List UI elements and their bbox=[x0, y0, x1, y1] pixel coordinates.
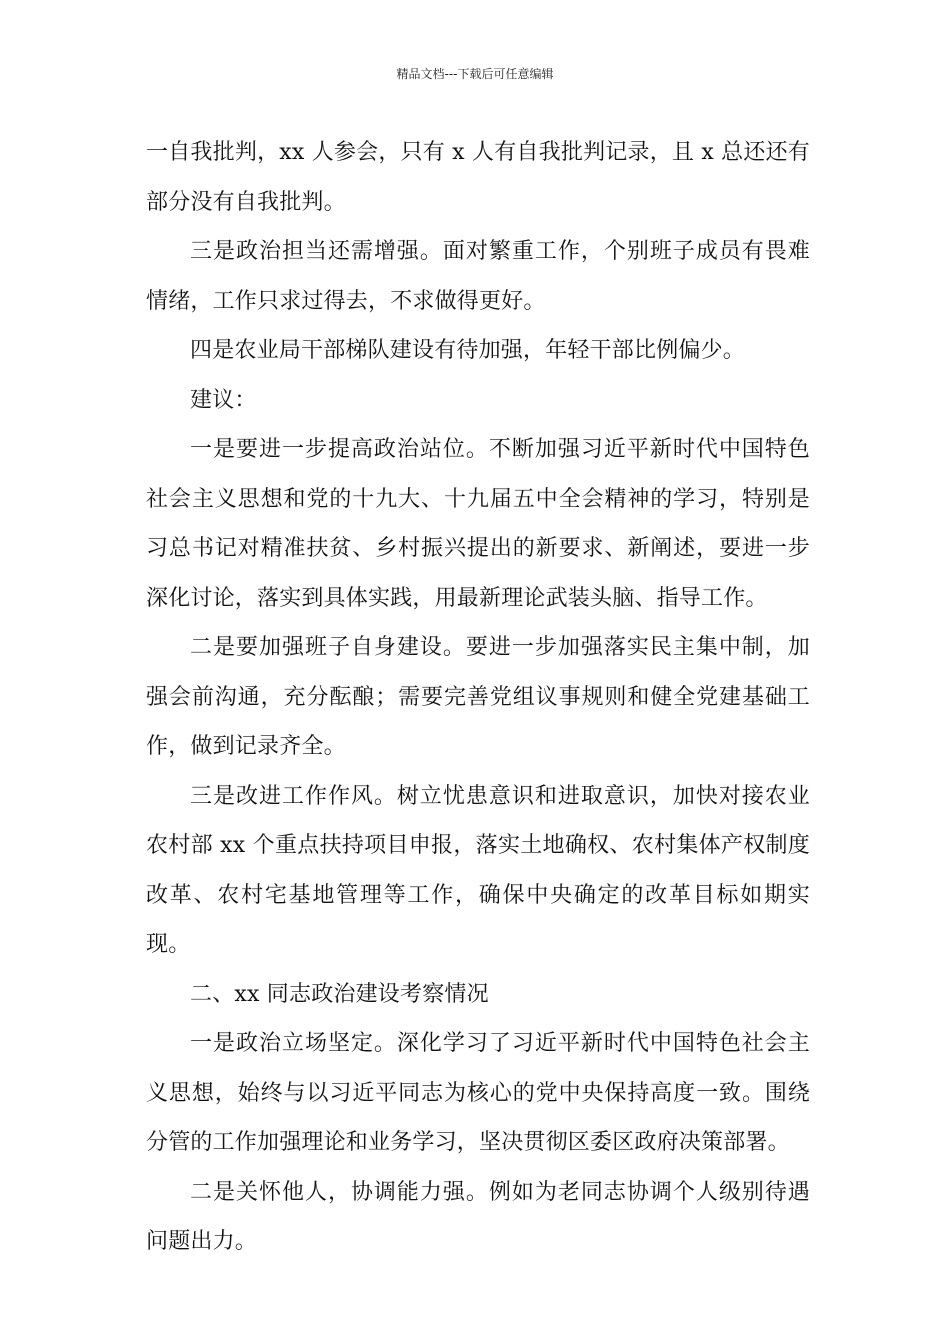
paragraph-3: 四是农业局干部梯队建设有待加强，年轻干部比例偏少。 bbox=[190, 338, 746, 363]
paragraph-9: 一是政治立场坚定。深化学习了习近平新时代中国特色社会主义思想，始终与以习近平同志为核心的党中央保持高度一致。围绕分管的工作加强理论和业务学习，坚决贯彻区委区政府决策部署。 bbox=[146, 1031, 810, 1155]
document-body bbox=[146, 128, 810, 1267]
page-header: 精品文档---下载后可任意编辑 bbox=[396, 67, 554, 81]
paragraph-suggestions-heading: 建议： bbox=[190, 387, 257, 413]
paragraph-10: 二是关怀他人，协调能力强。例如为老同志协调个人级别待遇问题出力。 bbox=[146, 1179, 810, 1254]
paragraph-1: 一自我批判，xx 人参会，只有 x 人有自我批判记录，且 x 总还还有部分没有自我批判。 bbox=[146, 140, 810, 215]
paragraph-7: 三是改进工作作风。树立忧患意识和进取意识，加快对接农业农村部 xx 个重点扶持项目申报，落实土地确权、农村集体产权制度改革、农村宅基地管理等工作，确保中央确定的改革目标如期实现。 bbox=[146, 783, 810, 957]
paragraph-2: 三是政治担当还需增强。面对繁重工作，个别班子成员有畏难情绪，工作只求过得去，不求做得更好。 bbox=[146, 239, 810, 314]
paragraph-6: 二是要加强班子自身建设。要进一步加强落实民主集中制，加强会前沟通，充分酝酿；需要完善党组议事规则和健全党建基础工作，做到记录齐全。 bbox=[146, 635, 810, 759]
paragraph-5: 一是要进一步提高政治站位。不断加强习近平新时代中国特色社会主义思想和党的十九大、十九届五中全会精神的学习，特别是习总书记对精准扶贫、乡村振兴提出的新要求、新阐述，要进一步深化讨论，落实到具体实践，用最新理论武装头脑、指导工作。 bbox=[146, 437, 810, 611]
section-heading: 二、xx 同志政治建设考察情况 bbox=[190, 981, 489, 1007]
